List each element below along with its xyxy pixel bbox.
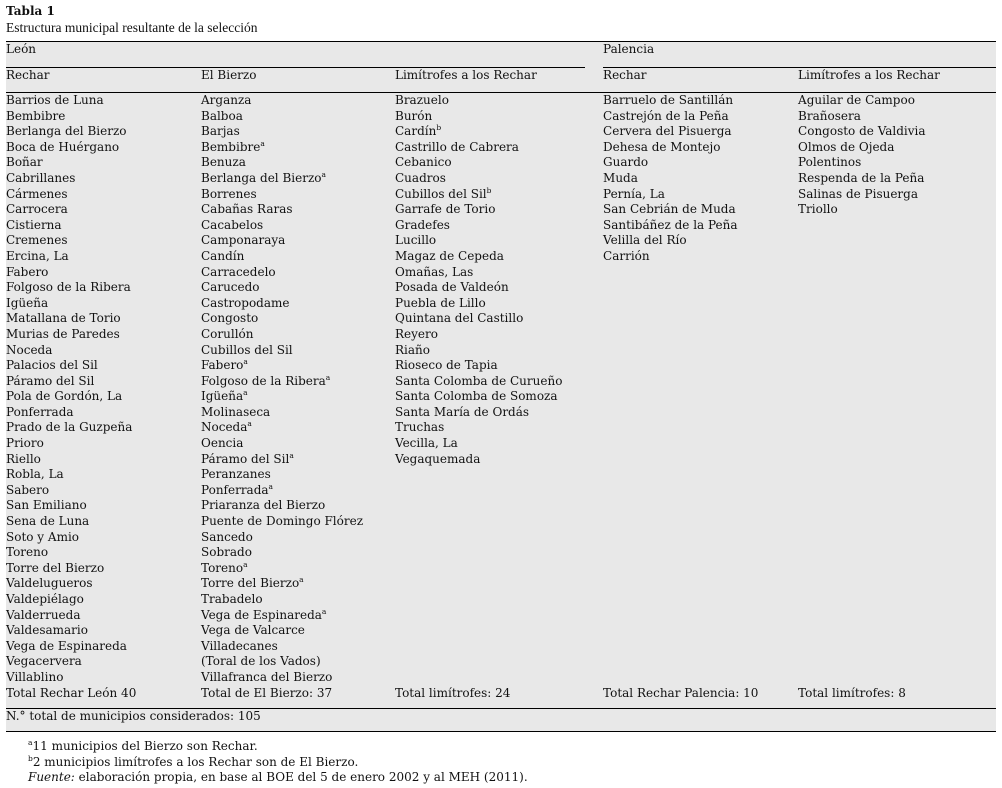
municipality-name: Páramo del Sil bbox=[201, 451, 290, 466]
municipality-name: Robla, La bbox=[6, 467, 64, 482]
municipality-item bbox=[6, 327, 201, 343]
municipality-name: Triollo bbox=[798, 202, 838, 217]
municipality-item bbox=[201, 124, 395, 140]
municipality-item bbox=[6, 639, 201, 655]
municipality-item bbox=[395, 124, 585, 140]
municipality-name: Santa Colomba de Curueño bbox=[395, 373, 563, 388]
municipality-name: Valdelugueros bbox=[6, 576, 93, 591]
municipality-name: Noceda bbox=[6, 342, 53, 357]
municipality-item bbox=[201, 514, 395, 530]
municipality-name: Sancedo bbox=[201, 529, 253, 544]
municipality-item bbox=[395, 202, 585, 218]
totals-gap bbox=[585, 686, 603, 709]
footnote-a-mark: a bbox=[28, 738, 33, 747]
group-gap bbox=[585, 42, 603, 68]
municipality-item bbox=[6, 576, 201, 592]
municipality-name: Riaño bbox=[395, 342, 430, 357]
municipality-item bbox=[395, 140, 585, 156]
municipality-item bbox=[6, 233, 201, 249]
municipality-name: Gradefes bbox=[395, 217, 450, 232]
municipality-name: Borrenes bbox=[201, 186, 257, 201]
municipality-item bbox=[603, 155, 798, 171]
municipality-item bbox=[6, 561, 201, 577]
footnote-a bbox=[28, 739, 528, 755]
municipality-name: Carrión bbox=[603, 248, 650, 263]
municipality-name: Cármenes bbox=[6, 186, 68, 201]
municipality-name: Cacabelos bbox=[201, 217, 264, 232]
footnote-marker: a bbox=[325, 372, 331, 382]
municipality-name: Vega de Espinareda bbox=[201, 607, 322, 622]
municipality-name: Prioro bbox=[6, 436, 44, 451]
municipality-item bbox=[395, 420, 585, 436]
municipality-name: Vega de Valcarce bbox=[201, 623, 305, 638]
municipality-item bbox=[201, 467, 395, 483]
municipality-name: Puente de Domingo Flórez bbox=[201, 514, 364, 529]
municipality-item bbox=[395, 155, 585, 171]
municipality-name: Salinas de Pisuerga bbox=[798, 186, 919, 201]
municipality-name: Fabero bbox=[201, 358, 244, 373]
municipality-item bbox=[201, 670, 395, 686]
municipality-name: Valdesamario bbox=[6, 623, 88, 638]
municipality-item bbox=[603, 233, 798, 249]
footnote-marker: b bbox=[436, 123, 442, 133]
municipality-item bbox=[395, 233, 585, 249]
municipality-name: Berlanga del Bierzo bbox=[201, 170, 322, 185]
municipality-item bbox=[6, 623, 201, 639]
municipality-item bbox=[603, 202, 798, 218]
municipality-item bbox=[201, 639, 395, 655]
municipality-item bbox=[201, 358, 395, 374]
municipality-item bbox=[798, 202, 996, 218]
municipality-item bbox=[395, 280, 585, 296]
list-leon-rechar bbox=[6, 93, 201, 686]
municipality-item bbox=[395, 218, 585, 234]
municipality-item bbox=[201, 311, 395, 327]
municipality-item bbox=[798, 109, 996, 125]
municipality-item bbox=[395, 171, 585, 187]
municipality-name: Villafranca del Bierzo bbox=[201, 669, 333, 684]
source-text: elaboración propia, en base al BOE del 5 de enero 2002 y al MEH (2011). bbox=[74, 770, 528, 785]
municipality-item bbox=[6, 202, 201, 218]
municipality-item bbox=[201, 343, 395, 359]
municipality-item bbox=[603, 109, 798, 125]
municipality-name: Valdepiélago bbox=[6, 592, 84, 606]
municipality-name: Camponaraya bbox=[201, 233, 286, 248]
municipality-item bbox=[395, 265, 585, 281]
municipality-item bbox=[6, 249, 201, 265]
municipality-name: Posada de Valdeón bbox=[395, 280, 509, 295]
municipality-name: Barrios de Luna bbox=[6, 93, 104, 107]
municipality-name: Cebanico bbox=[395, 155, 452, 170]
municipality-name: Bembibre bbox=[6, 108, 66, 123]
body-gap bbox=[585, 93, 603, 686]
list-leon-bierzo bbox=[201, 93, 395, 686]
municipality-name: Guardo bbox=[603, 155, 649, 170]
municipality-item bbox=[798, 140, 996, 156]
municipality-item bbox=[201, 483, 395, 499]
list-palencia-rechar bbox=[603, 93, 798, 686]
municipality-item bbox=[6, 483, 201, 499]
footnote-b-mark: b bbox=[28, 753, 33, 763]
municipality-name: Pola de Gordón, La bbox=[6, 389, 123, 404]
municipality-name: Bembibre bbox=[201, 139, 261, 154]
municipality-name: Carracedelo bbox=[201, 264, 276, 279]
totals-row bbox=[6, 686, 996, 709]
municipality-item bbox=[6, 124, 201, 140]
municipality-item bbox=[603, 218, 798, 234]
municipality-item bbox=[6, 467, 201, 483]
municipality-name: Balboa bbox=[201, 108, 243, 123]
municipality-item bbox=[201, 155, 395, 171]
municipality-name: Burón bbox=[395, 108, 433, 123]
group-palencia-header: Palencia bbox=[603, 42, 996, 68]
municipality-name: Boca de Huérgano bbox=[6, 139, 120, 154]
municipality-item bbox=[6, 405, 201, 421]
municipality-name: Muda bbox=[603, 170, 638, 185]
footnote-marker: a bbox=[321, 169, 326, 179]
municipality-name: Benuza bbox=[201, 155, 246, 170]
municipality-name: Corullón bbox=[201, 326, 254, 341]
municipality-item bbox=[603, 249, 798, 265]
municipality-name: Riello bbox=[6, 451, 41, 466]
total-leon-rechar: Total Rechar León 40 bbox=[6, 686, 201, 709]
table-title: Estructura municipal resultante de la selección bbox=[6, 20, 258, 35]
municipality-item bbox=[798, 171, 996, 187]
municipality-name: Noceda bbox=[201, 420, 248, 435]
table-label: Tabla 1 bbox=[6, 4, 55, 18]
footnote-marker: a bbox=[243, 559, 248, 569]
municipality-item bbox=[395, 452, 585, 468]
municipality-name: Vecilla, La bbox=[395, 436, 458, 451]
municipality-name: Oencia bbox=[201, 436, 244, 451]
grand-total: N.° total de municipios considerados: 105 bbox=[6, 708, 996, 731]
municipality-name: Villadecanes bbox=[201, 638, 278, 653]
municipality-item bbox=[798, 187, 996, 203]
municipality-item bbox=[6, 608, 201, 624]
municipality-name: Ponferrada bbox=[6, 404, 74, 419]
municipality-item bbox=[6, 389, 201, 405]
footnote-source bbox=[28, 770, 528, 786]
col-header-palencia-rechar: Rechar bbox=[603, 68, 798, 93]
municipality-name: Villablino bbox=[6, 669, 64, 684]
municipality-item bbox=[201, 202, 395, 218]
municipality-item bbox=[6, 420, 201, 436]
municipality-name: Vega de Espinareda bbox=[6, 638, 127, 653]
footnote-marker: a bbox=[268, 481, 274, 491]
municipality-item bbox=[201, 296, 395, 312]
municipality-name: Valderrueda bbox=[6, 607, 81, 622]
municipality-name: Sobrado bbox=[201, 545, 252, 560]
municipality-item bbox=[201, 265, 395, 281]
list-palencia-limitrofes bbox=[798, 93, 996, 686]
grand-total-row bbox=[6, 708, 996, 731]
municipality-item bbox=[6, 514, 201, 530]
municipality-item bbox=[201, 187, 395, 203]
municipality-item bbox=[6, 93, 201, 109]
source-label: Fuente: bbox=[28, 770, 75, 785]
municipality-item bbox=[201, 561, 395, 577]
municipality-item bbox=[201, 171, 395, 187]
municipality-name: Cardín bbox=[395, 124, 437, 139]
municipality-name: Sena de Luna bbox=[6, 514, 90, 529]
municipality-name: Murias de Paredes bbox=[6, 326, 120, 341]
municipality-item bbox=[6, 311, 201, 327]
municipality-item bbox=[6, 280, 201, 296]
municipality-item bbox=[201, 280, 395, 296]
municipality-item bbox=[603, 140, 798, 156]
municipality-name: Cabañas Raras bbox=[201, 202, 293, 217]
municipality-item bbox=[6, 218, 201, 234]
municipality-item bbox=[201, 420, 395, 436]
footnote-marker: a bbox=[243, 388, 248, 398]
column-header-row bbox=[6, 68, 996, 93]
municipality-name: Molinaseca bbox=[201, 404, 271, 419]
col-header-gap bbox=[585, 68, 603, 93]
municipality-name: Santa Colomba de Somoza bbox=[395, 389, 558, 404]
municipality-name: Fabero bbox=[6, 264, 49, 279]
municipality-name: Torre del Bierzo bbox=[6, 560, 105, 575]
municipality-item bbox=[201, 545, 395, 561]
municipality-item bbox=[6, 545, 201, 561]
municipality-name: Barruelo de Santillán bbox=[603, 93, 734, 107]
footnote-marker: a bbox=[321, 606, 327, 616]
municipality-item bbox=[201, 327, 395, 343]
footnotes bbox=[28, 739, 528, 786]
municipality-item bbox=[603, 93, 798, 109]
municipality-name: Priaranza del Bierzo bbox=[201, 498, 326, 513]
municipality-name: Puebla de Lillo bbox=[395, 295, 486, 310]
total-palencia-rechar: Total Rechar Palencia: 10 bbox=[603, 686, 798, 709]
municipality-item bbox=[395, 109, 585, 125]
municipality-item bbox=[201, 608, 395, 624]
municipality-name: Igüeña bbox=[201, 389, 244, 404]
municipality-name: Vegacervera bbox=[6, 654, 82, 669]
municipality-item bbox=[6, 436, 201, 452]
footnote-marker: a bbox=[299, 575, 304, 585]
municipality-name: San Emiliano bbox=[6, 498, 87, 513]
municipality-item bbox=[201, 140, 395, 156]
municipality-item bbox=[6, 670, 201, 686]
municipality-name: Garrafe de Torio bbox=[395, 202, 496, 217]
footnote-marker: a bbox=[247, 419, 252, 429]
municipality-name: Cubillos del Sil bbox=[201, 342, 293, 357]
municipality-item bbox=[395, 343, 585, 359]
municipality-name: Carucedo bbox=[201, 280, 260, 295]
municipality-item bbox=[201, 530, 395, 546]
municipality-item bbox=[201, 109, 395, 125]
municipality-name: Trabadelo bbox=[201, 592, 263, 606]
municipality-name: Castrejón de la Peña bbox=[603, 108, 729, 123]
footnote-marker: b bbox=[486, 185, 492, 195]
municipality-name: Torre del Bierzo bbox=[201, 576, 300, 591]
municipality-name: Cremenes bbox=[6, 233, 68, 248]
municipality-name: Toreno bbox=[6, 545, 49, 560]
total-palencia-limitrofes: Total limítrofes: 8 bbox=[798, 686, 996, 709]
municipality-item bbox=[395, 327, 585, 343]
municipality-item bbox=[395, 358, 585, 374]
municipality-item bbox=[201, 405, 395, 421]
municipality-item bbox=[6, 171, 201, 187]
municipality-name: Candín bbox=[201, 248, 245, 263]
municipality-name: Congosto bbox=[201, 311, 259, 326]
municipality-name: Prado de la Guzpeña bbox=[6, 420, 133, 435]
group-leon-header: León bbox=[6, 42, 585, 68]
footnote-b bbox=[28, 755, 528, 771]
municipality-item bbox=[6, 140, 201, 156]
list-leon-limitrofes bbox=[395, 93, 585, 686]
col-header-leon-limitrofes: Limítrofes a los Rechar bbox=[395, 68, 585, 93]
municipality-name: Cervera del Pisuerga bbox=[603, 124, 732, 139]
municipality-name: Sabero bbox=[6, 482, 50, 497]
municipality-name: Olmos de Ojeda bbox=[798, 139, 895, 154]
col-header-palencia-limitrofes: Limítrofes a los Rechar bbox=[798, 68, 996, 93]
municipality-item bbox=[6, 265, 201, 281]
municipal-structure-table bbox=[6, 41, 996, 732]
municipality-item bbox=[201, 452, 395, 468]
municipality-item bbox=[6, 343, 201, 359]
municipality-name: Brazuelo bbox=[395, 93, 449, 107]
municipality-item bbox=[603, 187, 798, 203]
col-header-leon-bierzo: El Bierzo bbox=[201, 68, 395, 93]
municipality-item bbox=[6, 592, 201, 608]
municipality-name: Aguilar de Campoo bbox=[798, 93, 915, 107]
total-leon-limitrofes: Total limítrofes: 24 bbox=[395, 686, 585, 709]
footnote-marker: a bbox=[260, 138, 265, 148]
municipality-item bbox=[395, 389, 585, 405]
municipality-item bbox=[201, 623, 395, 639]
municipality-name: Castrillo de Cabrera bbox=[395, 139, 519, 154]
municipality-item bbox=[201, 654, 395, 670]
municipality-item bbox=[395, 311, 585, 327]
municipality-item bbox=[201, 249, 395, 265]
municipality-item bbox=[6, 187, 201, 203]
municipality-name: Cubillos del Sil bbox=[395, 186, 487, 201]
municipality-name: Ponferrada bbox=[201, 482, 269, 497]
municipality-item bbox=[395, 405, 585, 421]
footnote-b-text: 2 municipios limítrofes a los Rechar son de El Bierzo. bbox=[32, 754, 359, 769]
group-header-row bbox=[6, 42, 996, 68]
municipality-name: Arganza bbox=[201, 93, 252, 107]
municipality-item bbox=[603, 171, 798, 187]
municipality-name: Polentinos bbox=[798, 155, 862, 170]
municipality-item bbox=[798, 155, 996, 171]
municipality-name: Reyero bbox=[395, 326, 438, 341]
total-leon-bierzo: Total de El Bierzo: 37 bbox=[201, 686, 395, 709]
municipality-name: Páramo del Sil bbox=[6, 373, 95, 388]
municipality-name: Igüeña bbox=[6, 295, 49, 310]
municipality-name: Santibáñez de la Peña bbox=[603, 217, 738, 232]
municipality-name: Boñar bbox=[6, 155, 43, 170]
footnote-marker: a bbox=[289, 450, 294, 460]
municipality-item bbox=[395, 374, 585, 390]
municipality-item bbox=[201, 374, 395, 390]
municipality-name: Lucillo bbox=[395, 233, 437, 248]
municipality-item bbox=[6, 452, 201, 468]
municipality-name: Pernía, La bbox=[603, 186, 665, 201]
municipality-item bbox=[201, 436, 395, 452]
municipality-item bbox=[395, 249, 585, 265]
municipality-name: Ercina, La bbox=[6, 248, 69, 263]
municipality-item bbox=[6, 155, 201, 171]
municipality-item bbox=[6, 498, 201, 514]
municipality-item bbox=[6, 109, 201, 125]
footnote-a-text: 11 municipios del Bierzo son Rechar. bbox=[32, 739, 258, 753]
municipality-name: Berlanga del Bierzo bbox=[6, 124, 127, 139]
municipality-item bbox=[6, 374, 201, 390]
municipality-name: Velilla del Río bbox=[603, 233, 687, 248]
municipality-name: Toreno bbox=[201, 560, 244, 575]
municipality-name: Palacios del Sil bbox=[6, 358, 98, 373]
municipality-name: Peranzanes bbox=[201, 467, 271, 482]
municipality-item bbox=[201, 93, 395, 109]
municipality-name: Respenda de la Peña bbox=[798, 170, 925, 185]
municipality-item bbox=[798, 124, 996, 140]
municipality-item bbox=[395, 93, 585, 109]
municipality-item bbox=[6, 296, 201, 312]
municipality-name: Santa María de Ordás bbox=[395, 404, 530, 419]
municipality-item bbox=[798, 93, 996, 109]
municipality-name: Brañosera bbox=[798, 108, 861, 123]
municipality-name: Dehesa de Montejo bbox=[603, 139, 721, 154]
municipality-item bbox=[201, 233, 395, 249]
municipality-name: Castropodame bbox=[201, 295, 290, 310]
municipality-name: Barjas bbox=[201, 124, 240, 139]
municipality-name: Carrocera bbox=[6, 202, 68, 217]
municipality-name: San Cebrián de Muda bbox=[603, 202, 736, 217]
municipality-name: Congosto de Valdivia bbox=[798, 124, 926, 139]
municipality-name: Folgoso de la Ribera bbox=[6, 280, 131, 295]
municipality-item bbox=[201, 389, 395, 405]
municipality-name: Cistierna bbox=[6, 217, 62, 232]
footnote-marker: a bbox=[243, 357, 248, 367]
municipality-name: Truchas bbox=[395, 420, 445, 435]
col-header-leon-rechar: Rechar bbox=[6, 68, 201, 93]
municipality-name: Magaz de Cepeda bbox=[395, 248, 504, 263]
municipality-name: Quintana del Castillo bbox=[395, 311, 524, 326]
municipality-item bbox=[6, 654, 201, 670]
municipality-item bbox=[6, 530, 201, 546]
municipality-item bbox=[201, 576, 395, 592]
municipality-name: Cuadros bbox=[395, 170, 446, 185]
municipality-name: (Toral de los Vados) bbox=[201, 654, 321, 669]
municipality-name: Omañas, Las bbox=[395, 264, 474, 279]
municipality-name: Folgoso de la Ribera bbox=[201, 373, 326, 388]
body-row bbox=[6, 93, 996, 686]
municipality-name: Vegaquemada bbox=[395, 451, 481, 466]
municipality-name: Rioseco de Tapia bbox=[395, 358, 498, 373]
municipality-name: Matallana de Torio bbox=[6, 311, 121, 326]
municipality-item bbox=[395, 436, 585, 452]
municipality-item bbox=[201, 592, 395, 608]
municipality-item bbox=[6, 358, 201, 374]
municipality-item bbox=[395, 296, 585, 312]
municipality-item bbox=[201, 498, 395, 514]
municipality-item bbox=[603, 124, 798, 140]
municipality-item bbox=[395, 187, 585, 203]
municipality-name: Cabrillanes bbox=[6, 170, 76, 185]
municipality-item bbox=[201, 218, 395, 234]
municipality-name: Soto y Amio bbox=[6, 529, 80, 544]
